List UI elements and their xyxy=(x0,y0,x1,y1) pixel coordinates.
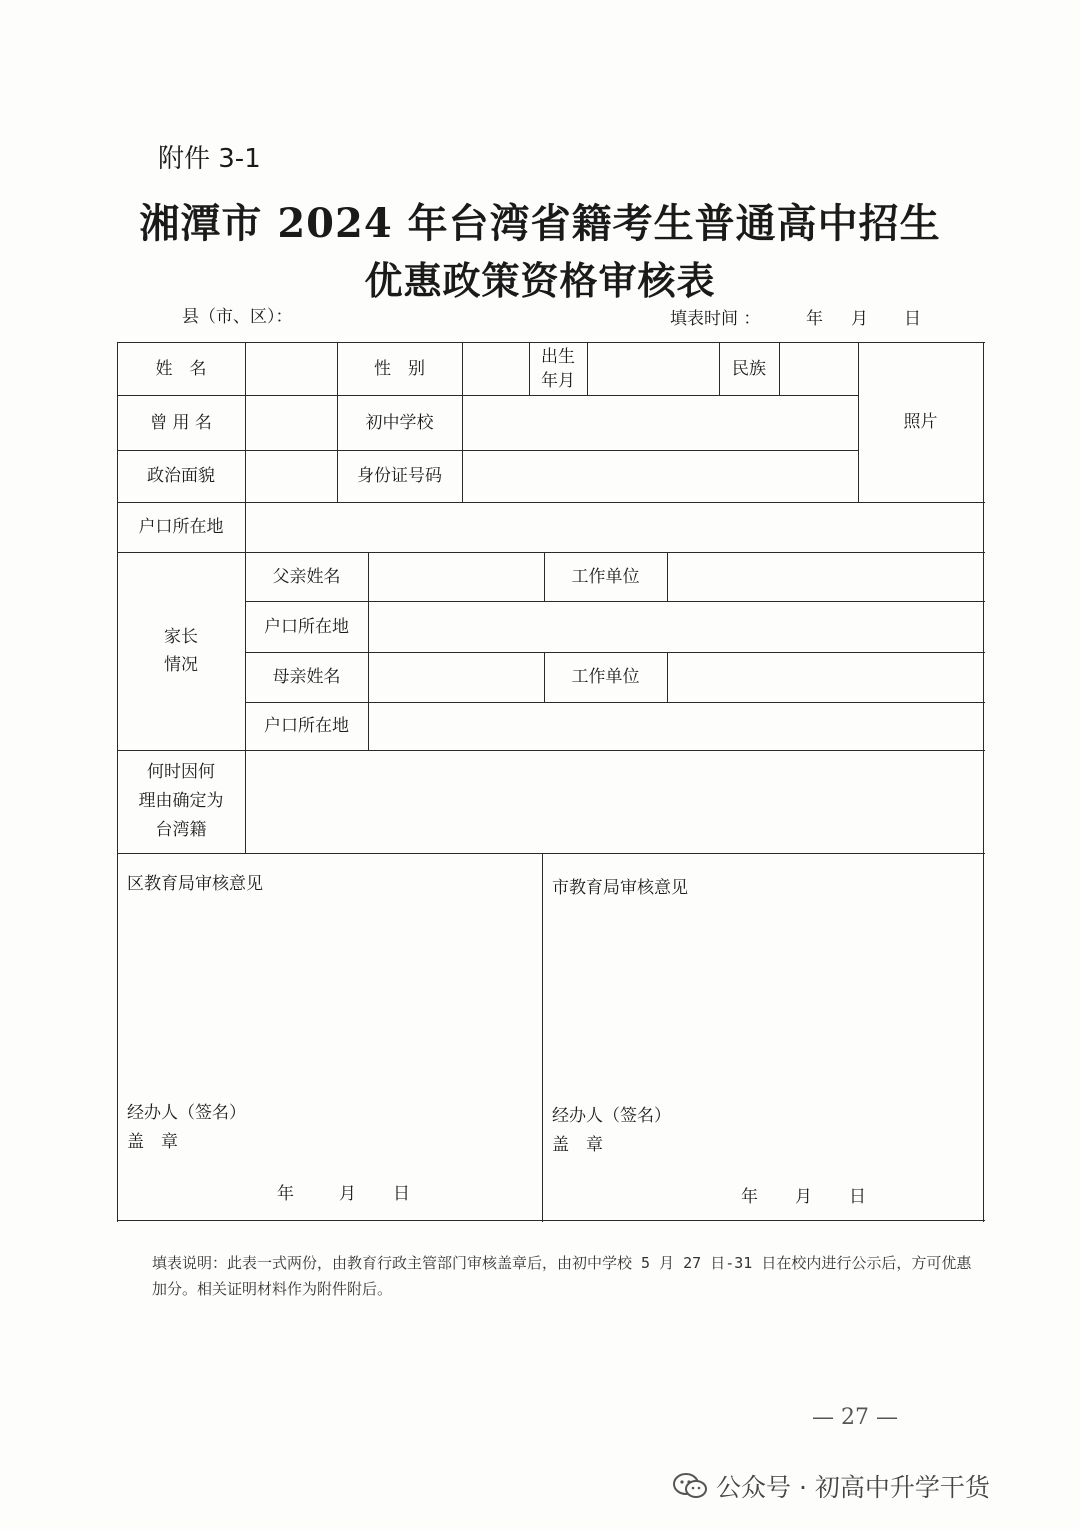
watermark-text: 公众号 · 初高中升学干货 xyxy=(716,1473,990,1502)
hukou-field[interactable] xyxy=(245,502,983,552)
city-seal-label: 盖 章 xyxy=(552,1135,603,1155)
id-number-field[interactable] xyxy=(462,450,858,502)
gender-label: 性 别 xyxy=(374,358,425,379)
mother-hukou-field[interactable] xyxy=(368,702,983,750)
county-label: 县（市、区）： xyxy=(182,307,293,327)
mother-work-label: 工作单位 xyxy=(571,667,640,687)
name-field[interactable] xyxy=(245,342,337,395)
name-label: 姓 名 xyxy=(155,358,207,379)
hukou-label: 户口所在地 xyxy=(138,517,224,537)
mother-name-label: 母亲姓名 xyxy=(272,667,341,687)
attachment-label: 附件 3-1 xyxy=(158,144,261,174)
district-opinion-label: 区教育局审核意见 xyxy=(127,874,263,894)
ethnicity-field[interactable] xyxy=(779,342,858,395)
mother-hukou-label: 户口所在地 xyxy=(264,716,349,736)
id-number-label: 身份证号码 xyxy=(357,466,442,486)
junior-school-label: 初中学校 xyxy=(365,412,434,433)
district-month-label: 月 xyxy=(339,1184,356,1204)
form-title-line1: 湘潭市 2024 年台湾省籍考生普通高中招生 xyxy=(139,200,941,247)
border-right xyxy=(983,342,984,1222)
city-opinion-label: 市教育局审核意见 xyxy=(552,878,688,898)
district-year-label: 年 xyxy=(277,1184,294,1204)
former-name-field[interactable] xyxy=(245,395,337,450)
wechat-icon xyxy=(672,1472,708,1500)
reason-field[interactable] xyxy=(245,750,983,853)
district-seal-label: 盖 章 xyxy=(127,1132,178,1152)
parents-label-line2: 情况 xyxy=(164,655,198,675)
fill-instructions: 填表说明：此表一式两份，由教育行政主管部门审核盖章后，由初中学校 5 月 27 日-31 日在校内进行公示后，方可优惠加分。相关证明材料作为附件附后。 xyxy=(152,1254,972,1298)
father-hukou-field[interactable] xyxy=(368,601,983,652)
rule-opinion-divider xyxy=(542,853,543,1222)
parents-label-line1: 家长 xyxy=(164,627,198,647)
birth-label-line2: 年月 xyxy=(541,370,575,391)
reason-label-line2: 理由确定为 xyxy=(138,791,224,811)
father-hukou-label: 户口所在地 xyxy=(264,616,349,637)
reason-label xyxy=(117,750,245,853)
fill-month-label: 月 xyxy=(851,309,868,329)
border-bottom xyxy=(117,1220,985,1221)
city-month-label: 月 xyxy=(795,1187,812,1207)
reason-label-line3: 台湾籍 xyxy=(155,820,207,840)
fill-time-label: 填表时间 ： xyxy=(670,309,761,329)
city-handler-label: 经办人（签名） xyxy=(552,1106,671,1126)
reason-label-line1: 何时因何 xyxy=(147,762,215,782)
father-work-field[interactable] xyxy=(667,552,983,601)
district-handler-label: 经办人（签名） xyxy=(127,1103,246,1123)
fill-day-label: 日 xyxy=(904,309,921,329)
rule-row-opinion xyxy=(117,853,985,854)
form-title-line2: 优惠政策资格审核表 xyxy=(364,258,716,303)
ethnicity-label: 民族 xyxy=(732,358,766,379)
district-day-label: 日 xyxy=(393,1184,410,1204)
birth-label xyxy=(529,342,587,395)
page-number: — 27 — xyxy=(812,1405,898,1430)
father-name-label: 父亲姓名 xyxy=(272,566,341,587)
fill-year-label: 年 xyxy=(806,309,823,329)
political-status-label: 政治面貌 xyxy=(147,466,215,486)
birth-field[interactable] xyxy=(587,342,719,395)
city-day-label: 日 xyxy=(849,1187,866,1207)
watermark xyxy=(672,1468,990,1504)
birth-label-line1: 出生 xyxy=(541,346,575,367)
mother-work-field[interactable] xyxy=(667,652,983,702)
former-name-label: 曾 用 名 xyxy=(150,412,212,433)
parents-label xyxy=(117,552,245,750)
review-form-table xyxy=(117,342,985,1222)
city-year-label: 年 xyxy=(741,1187,758,1207)
gender-field[interactable] xyxy=(462,342,529,395)
political-status-field[interactable] xyxy=(245,450,337,502)
mother-name-field[interactable] xyxy=(368,652,544,702)
junior-school-field[interactable] xyxy=(462,395,858,450)
father-name-field[interactable] xyxy=(368,552,544,601)
photo-box: 照片 xyxy=(903,412,938,432)
father-work-label: 工作单位 xyxy=(571,566,640,587)
